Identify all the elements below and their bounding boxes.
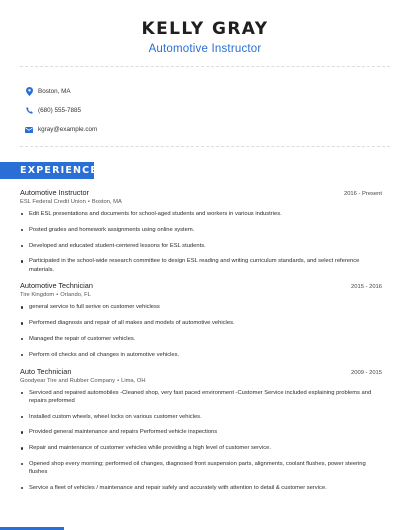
contact-email	[20, 120, 97, 139]
job-title: Auto Technician	[20, 366, 72, 376]
resume-header	[0, 0, 410, 56]
job-bullet: Provided general maintenance and repairs Performed vehicle inspections	[20, 428, 382, 436]
contact-phone-text: (680) 555-7885	[38, 107, 82, 114]
job-company: Tire Kingdom	[20, 292, 55, 299]
job-dates: 2015 - 2016	[351, 284, 382, 291]
experience-section	[20, 188, 382, 500]
job-bullet: Edit ESL presentations and documents for school-aged students and workers in various industries.	[20, 210, 382, 218]
phone-icon	[20, 107, 38, 114]
job-bullet: Perform oil checks and oil changes in automotive vehicles.	[20, 351, 382, 359]
job-location: Orlando, FL	[60, 292, 91, 299]
job-bullet: Participated in the school-wide research committee to design ESL reading and writing curriculum standards, and select reference materials.	[20, 257, 382, 273]
job-bullet: Installed custom wheels, wheel locks on various customer vehicles.	[20, 413, 382, 421]
contact-email-text: kgray@example.com	[38, 126, 98, 133]
email-icon	[20, 127, 38, 133]
job-bullets	[20, 389, 382, 493]
experience-section-title: EXPERIENCE	[0, 162, 94, 179]
job-employer: ESL Federal Credit Union • Boston, MA	[20, 199, 122, 205]
job-location: Lima, OH	[121, 377, 146, 384]
candidate-role: Automotive Instructor	[148, 43, 262, 55]
job-bullet: Service a fleet of vehicles / maintenance and repair safely and accurately with attention to detail & customer service.	[20, 484, 382, 492]
job-dates: 2009 - 2015	[351, 369, 382, 376]
job-bullet: Repair and maintenance of customer vehicles while providing a high level of customer service.	[20, 444, 382, 452]
candidate-name: KELLY GRAY	[141, 19, 269, 39]
header-divider	[20, 66, 390, 67]
job-location: Boston, MA	[91, 199, 122, 205]
contact-location-text: Boston, MA	[38, 88, 71, 95]
contact-divider	[20, 146, 390, 147]
job-employer: Tire Kingdom • Orlando, FL	[20, 292, 91, 299]
job-bullet: Managed the repair of customer vehicles.	[20, 335, 382, 343]
job-bullet: Posted grades and homework assignments using online system.	[20, 226, 382, 234]
job-bullet: Performed diagnosis and repair of all makes and models of automotive vehicles.	[20, 319, 382, 327]
job-employer: Goodyear Tire and Rubber Company • Lima, OH	[20, 377, 146, 384]
job-company: Goodyear Tire and Rubber Company	[20, 377, 116, 384]
job-title: Automotive Instructor	[20, 188, 89, 197]
location-pin-icon	[20, 87, 38, 96]
contact-list	[20, 82, 97, 139]
job-bullets	[20, 303, 382, 359]
job-title: Automotive Technician	[20, 281, 93, 291]
job-bullet: Developed and educated student-centered lessons for ESL students.	[20, 242, 382, 250]
contact-location	[20, 82, 97, 101]
job-company: ESL Federal Credit Union	[20, 199, 86, 205]
job-bullet: Opened shop every morning; performed oil changes, diagnosed front suspension parts, alignments, coolant flushes, power steering flushes	[20, 460, 382, 476]
job-entry	[20, 281, 382, 359]
contact-phone	[20, 101, 97, 120]
job-entry	[20, 367, 382, 493]
job-dates: 2016 - Present	[343, 191, 382, 197]
job-bullet: Serviced and repaired automobiles -Cleaned shop, very fast paced environment -Customer Service included explaining problems and repairs preformed	[20, 389, 382, 405]
job-bullet: general service to full serive on customer vehicless	[20, 303, 382, 311]
job-bullets	[20, 210, 382, 274]
job-entry	[20, 188, 382, 274]
